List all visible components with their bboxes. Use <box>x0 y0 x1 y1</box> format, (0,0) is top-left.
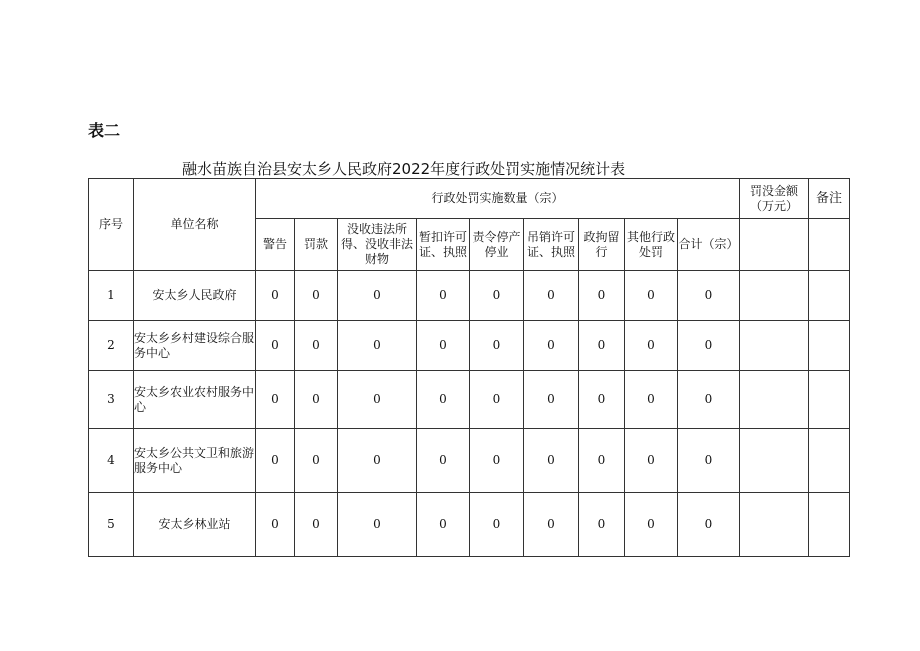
count-detention: 0 <box>579 429 625 493</box>
count-total: 0 <box>678 271 740 321</box>
count-other: 0 <box>625 371 678 429</box>
header-total: 合计（宗） <box>678 219 740 271</box>
count-fine: 0 <box>295 271 338 321</box>
count-revoke-license: 0 <box>524 271 579 321</box>
count-revoke-license: 0 <box>524 321 579 371</box>
row-seq: 4 <box>89 429 134 493</box>
count-fine: 0 <box>295 371 338 429</box>
remarks-subcell <box>809 219 850 271</box>
count-warning: 0 <box>256 321 295 371</box>
table-row <box>89 429 850 493</box>
count-detention: 0 <box>579 371 625 429</box>
row-remarks <box>809 493 850 557</box>
header-fine-amount: 罚没金额（万元） <box>740 179 809 219</box>
count-revoke-license: 0 <box>524 493 579 557</box>
header-unit-name: 单位名称 <box>134 179 256 271</box>
header-penalty-count-group: 行政处罚实施数量（宗） <box>256 179 740 219</box>
table-row <box>89 493 850 557</box>
count-total: 0 <box>678 321 740 371</box>
count-confiscation: 0 <box>338 493 417 557</box>
count-confiscation: 0 <box>338 371 417 429</box>
count-confiscation: 0 <box>338 429 417 493</box>
table-row <box>89 271 850 321</box>
header-other-penalty: 其他行政处罚 <box>625 219 678 271</box>
row-unit-name: 安太乡农业农村服务中心 <box>134 371 256 429</box>
count-detention: 0 <box>579 271 625 321</box>
count-other: 0 <box>625 321 678 371</box>
header-order-suspension: 责令停产停业 <box>470 219 524 271</box>
count-order-suspension: 0 <box>470 493 524 557</box>
document-title: 融水苗族自治县安太乡人民政府2022年度行政处罚实施情况统计表 <box>182 160 626 178</box>
count-order-suspension: 0 <box>470 321 524 371</box>
fine-amount-subcell <box>740 219 809 271</box>
row-unit-name: 安太乡公共文卫和旅游服务中心 <box>134 429 256 493</box>
count-fine: 0 <box>295 493 338 557</box>
count-total: 0 <box>678 493 740 557</box>
count-revoke-license: 0 <box>524 371 579 429</box>
header-row-1 <box>89 179 850 219</box>
count-other: 0 <box>625 429 678 493</box>
row-seq: 1 <box>89 271 134 321</box>
row-unit-name: 安太乡林业站 <box>134 493 256 557</box>
header-suspend-license: 暂扣许可证、执照 <box>417 219 470 271</box>
table-row <box>89 321 850 371</box>
count-detention: 0 <box>579 321 625 371</box>
header-revoke-license: 吊销许可证、执照 <box>524 219 579 271</box>
count-confiscation: 0 <box>338 271 417 321</box>
count-warning: 0 <box>256 429 295 493</box>
header-remarks: 备注 <box>809 179 850 219</box>
count-suspend-license: 0 <box>417 321 470 371</box>
count-warning: 0 <box>256 371 295 429</box>
row-fine-amount <box>740 429 809 493</box>
count-suspend-license: 0 <box>417 271 470 321</box>
header-warning: 警告 <box>256 219 295 271</box>
count-fine: 0 <box>295 321 338 371</box>
row-fine-amount <box>740 321 809 371</box>
row-seq: 5 <box>89 493 134 557</box>
row-remarks <box>809 271 850 321</box>
row-remarks <box>809 321 850 371</box>
row-fine-amount <box>740 271 809 321</box>
row-fine-amount <box>740 493 809 557</box>
row-seq: 2 <box>89 321 134 371</box>
count-order-suspension: 0 <box>470 371 524 429</box>
count-suspend-license: 0 <box>417 429 470 493</box>
count-warning: 0 <box>256 493 295 557</box>
table-row <box>89 371 850 429</box>
row-unit-name: 安太乡人民政府 <box>134 271 256 321</box>
count-suspend-license: 0 <box>417 371 470 429</box>
penalty-statistics-table <box>88 178 850 557</box>
row-remarks <box>809 371 850 429</box>
table-label: 表二 <box>88 121 121 140</box>
count-confiscation: 0 <box>338 321 417 371</box>
count-warning: 0 <box>256 271 295 321</box>
count-detention: 0 <box>579 493 625 557</box>
count-total: 0 <box>678 371 740 429</box>
header-confiscation: 没收违法所得、没收非法财物 <box>338 219 417 271</box>
header-administrative-detention: 政拘留行 <box>579 219 625 271</box>
count-other: 0 <box>625 271 678 321</box>
count-order-suspension: 0 <box>470 429 524 493</box>
row-unit-name: 安太乡乡村建设综合服务中心 <box>134 321 256 371</box>
header-fine: 罚款 <box>295 219 338 271</box>
row-fine-amount <box>740 371 809 429</box>
count-other: 0 <box>625 493 678 557</box>
count-total: 0 <box>678 429 740 493</box>
header-seq: 序号 <box>89 179 134 271</box>
count-suspend-license: 0 <box>417 493 470 557</box>
count-revoke-license: 0 <box>524 429 579 493</box>
count-fine: 0 <box>295 429 338 493</box>
row-seq: 3 <box>89 371 134 429</box>
row-remarks <box>809 429 850 493</box>
count-order-suspension: 0 <box>470 271 524 321</box>
